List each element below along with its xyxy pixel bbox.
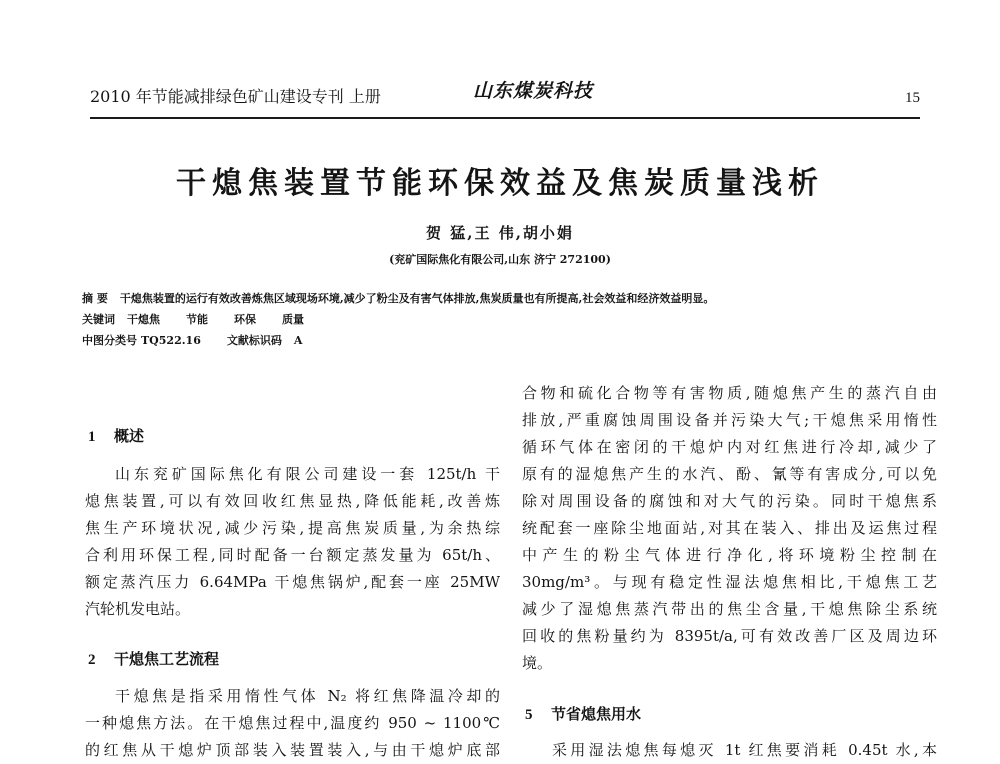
text-line: 一种熄焦方法。在干熄焦过程中,温度约 950 ~ 1100℃ bbox=[85, 714, 500, 732]
text-line: 采用湿法熄焦每熄灭 1t 红焦要消耗 0.45t 水,本 bbox=[552, 741, 937, 759]
keyword: 节能 bbox=[186, 313, 208, 326]
section-1-body bbox=[85, 461, 500, 623]
text-line: 排放,严重腐蚀周围设备并污染大气;干熄焦采用惰性 bbox=[522, 411, 937, 429]
clc-code: TQ522.16 bbox=[141, 334, 201, 347]
classification-line bbox=[82, 332, 302, 348]
running-header bbox=[90, 80, 920, 114]
doc-code-label: 文献标识码 bbox=[226, 334, 282, 347]
text-line: 干熄焦是指采用惰性气体 N₂ 将红焦降温冷却的 bbox=[115, 687, 500, 705]
text-line: 焦生产环境状况,减少污染,提高焦炭质量,为余热综 bbox=[85, 519, 500, 537]
paper-authors: 贺 猛,王 伟,胡小娟 bbox=[426, 224, 574, 242]
doc-code: A bbox=[293, 334, 303, 347]
section-heading-2: 2 干熄焦工艺流程 bbox=[88, 650, 220, 668]
clc-label: 中图分类号 bbox=[82, 334, 137, 347]
keywords-label: 关键词 bbox=[82, 313, 115, 326]
text-line: 循环气体在密闭的干熄炉内对红焦进行冷却,减少了 bbox=[522, 438, 937, 456]
text-line: 30mg/m³。与现有稳定性湿法熄焦相比,干熄焦工艺 bbox=[522, 573, 937, 591]
text-line: 合利用环保工程,同时配备一台额定蒸发量为 65t/h、 bbox=[85, 546, 500, 564]
page-number: 15 bbox=[905, 90, 920, 106]
text-line: 的红焦从干熄炉顶部装入装置装入,与由干熄炉底部 bbox=[85, 741, 500, 759]
section-2-body bbox=[85, 683, 500, 764]
right-column-continuation bbox=[522, 380, 937, 677]
section-heading-5: 5 节省熄焦用水 bbox=[525, 705, 642, 723]
text-line: 山东兖矿国际焦化有限公司建设一套 125t/h 干 bbox=[115, 465, 500, 483]
keyword: 干熄焦 bbox=[127, 313, 160, 326]
section-heading-1: 1 概述 bbox=[88, 427, 145, 445]
journal-title: 2010 年节能减排绿色矿山建设专刊 上册 bbox=[90, 87, 381, 106]
text-line: 除对周围设备的腐蚀和对大气的污染。同时干熄焦系 bbox=[522, 492, 937, 510]
paper-title: 干熄焦装置节能环保效益及焦炭质量浅析 bbox=[176, 166, 824, 201]
text-line: 原有的湿熄焦产生的水汽、酚、氰等有害成分,可以免 bbox=[522, 465, 937, 483]
paper-affiliation: (兖矿国际焦化有限公司,山东 济宁 272100) bbox=[389, 253, 611, 266]
journal-brand-logo: 山东煤炭科技 bbox=[473, 80, 594, 102]
text-line: 中产生的粉尘气体进行净化,将环境粉尘控制在 bbox=[522, 546, 937, 564]
abstract-line bbox=[82, 290, 714, 306]
keywords-line bbox=[82, 311, 304, 327]
text-line: 汽轮机发电站。 bbox=[85, 600, 191, 618]
header-rule bbox=[90, 117, 920, 119]
text-line: 境。 bbox=[522, 654, 553, 672]
abstract-text: 干熄焦装置的运行有效改善炼焦区域现场环境,减少了粉尘及有害气体排放,焦炭质量也有所提高,社会效益和经济效益明显。 bbox=[119, 292, 715, 305]
keyword: 环保 bbox=[234, 313, 256, 326]
text-line: 回收的焦粉量约为 8395t/a,可有效改善厂区及周边环 bbox=[522, 627, 937, 645]
text-line: 额定蒸汽压力 6.64MPa 干熄焦锅炉,配套一座 25MW bbox=[85, 573, 500, 591]
text-line: 减少了湿熄焦蒸汽带出的焦尘含量,干熄焦除尘系统 bbox=[522, 600, 937, 618]
text-line: 熄焦装置,可以有效回收红焦显热,降低能耗,改善炼 bbox=[85, 492, 500, 510]
text-line: 合物和硫化合物等有害物质,随熄焦产生的蒸汽自由 bbox=[522, 384, 937, 402]
keyword: 质量 bbox=[282, 313, 304, 326]
text-line: 统配套一座除尘地面站,对其在装入、排出及运焦过程 bbox=[522, 519, 937, 537]
abstract-label: 摘 要 bbox=[82, 292, 108, 305]
